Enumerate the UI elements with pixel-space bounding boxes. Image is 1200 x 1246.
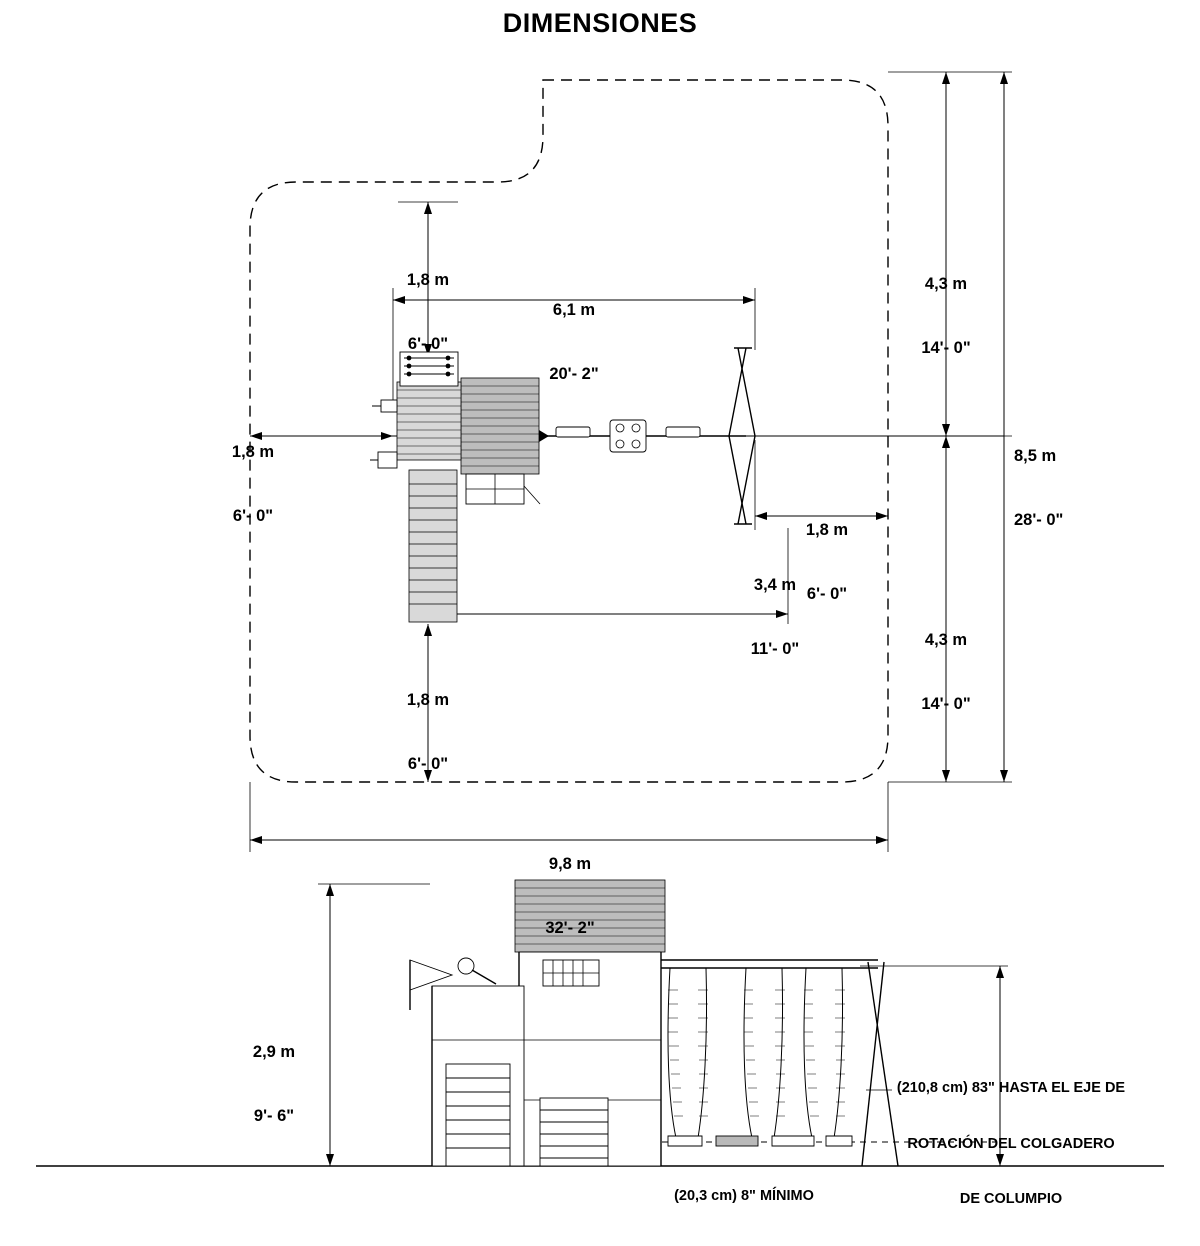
page-title: DIMENSIONES [502,8,698,38]
dimension-imperial: 14'- 0" [921,694,971,713]
swing-note-line-1: (210,8 cm) 83" HASTA EL EJE DE [896,1080,1126,1097]
dimension-imperial: 32'- 2" [545,918,595,937]
dimension-label-left-mid [188,400,318,569]
dimension-label-right-total [1014,404,1164,573]
dimension-label-right-bottom [880,588,1012,757]
dimension-metric: 1,8 m [805,521,849,540]
dimension-imperial: 6'- 0" [407,334,449,353]
dimension-imperial: 20'- 2" [549,364,599,383]
dimension-imperial: 6'- 0" [806,584,848,603]
dimension-metric: 1,8 m [406,271,450,290]
swing-note-line-3: DE COLUMPIO [959,1191,1063,1208]
dimension-imperial: 14'- 0" [921,338,971,357]
dimension-metric: 8,5 m [1014,447,1057,466]
dimension-metric: 1,8 m [231,443,275,462]
dimension-label-bottom-total [492,812,648,981]
dimension-imperial: 6'- 0" [232,506,274,525]
dimension-imperial: 6'- 0" [407,754,449,773]
swing-hanger-note [886,1042,1136,1246]
dimension-metric: 4,3 m [924,275,968,294]
dimension-metric: 4,3 m [924,631,968,650]
dimension-metric: 1,8 m [406,691,450,710]
dimension-imperial: 9'- 6" [253,1106,295,1125]
dimension-imperial: 28'- 0" [1014,510,1064,529]
swing-note-line-2: ROTACIÓN DEL COLGADERO [907,1135,1115,1152]
dimension-metric: 3,4 m [753,576,797,595]
dimension-imperial: 11'- 0" [750,639,800,658]
dimension-label-top-left [350,228,506,397]
dimension-label-top-center [496,258,652,427]
dimension-label-right-top [880,232,1012,401]
dimension-label-mid-lower [710,533,840,702]
elevation-height-label [222,1000,326,1169]
minimum-clearance-note [614,1150,874,1243]
dimension-metric: 2,9 m [252,1043,296,1062]
dimension-metric: 6,1 m [552,301,596,320]
dimension-label-bottom-left [352,648,504,817]
clearance-note-text: (20,3 cm) 8" MÍNIMO [674,1188,814,1205]
dimension-metric: 9,8 m [548,855,592,874]
